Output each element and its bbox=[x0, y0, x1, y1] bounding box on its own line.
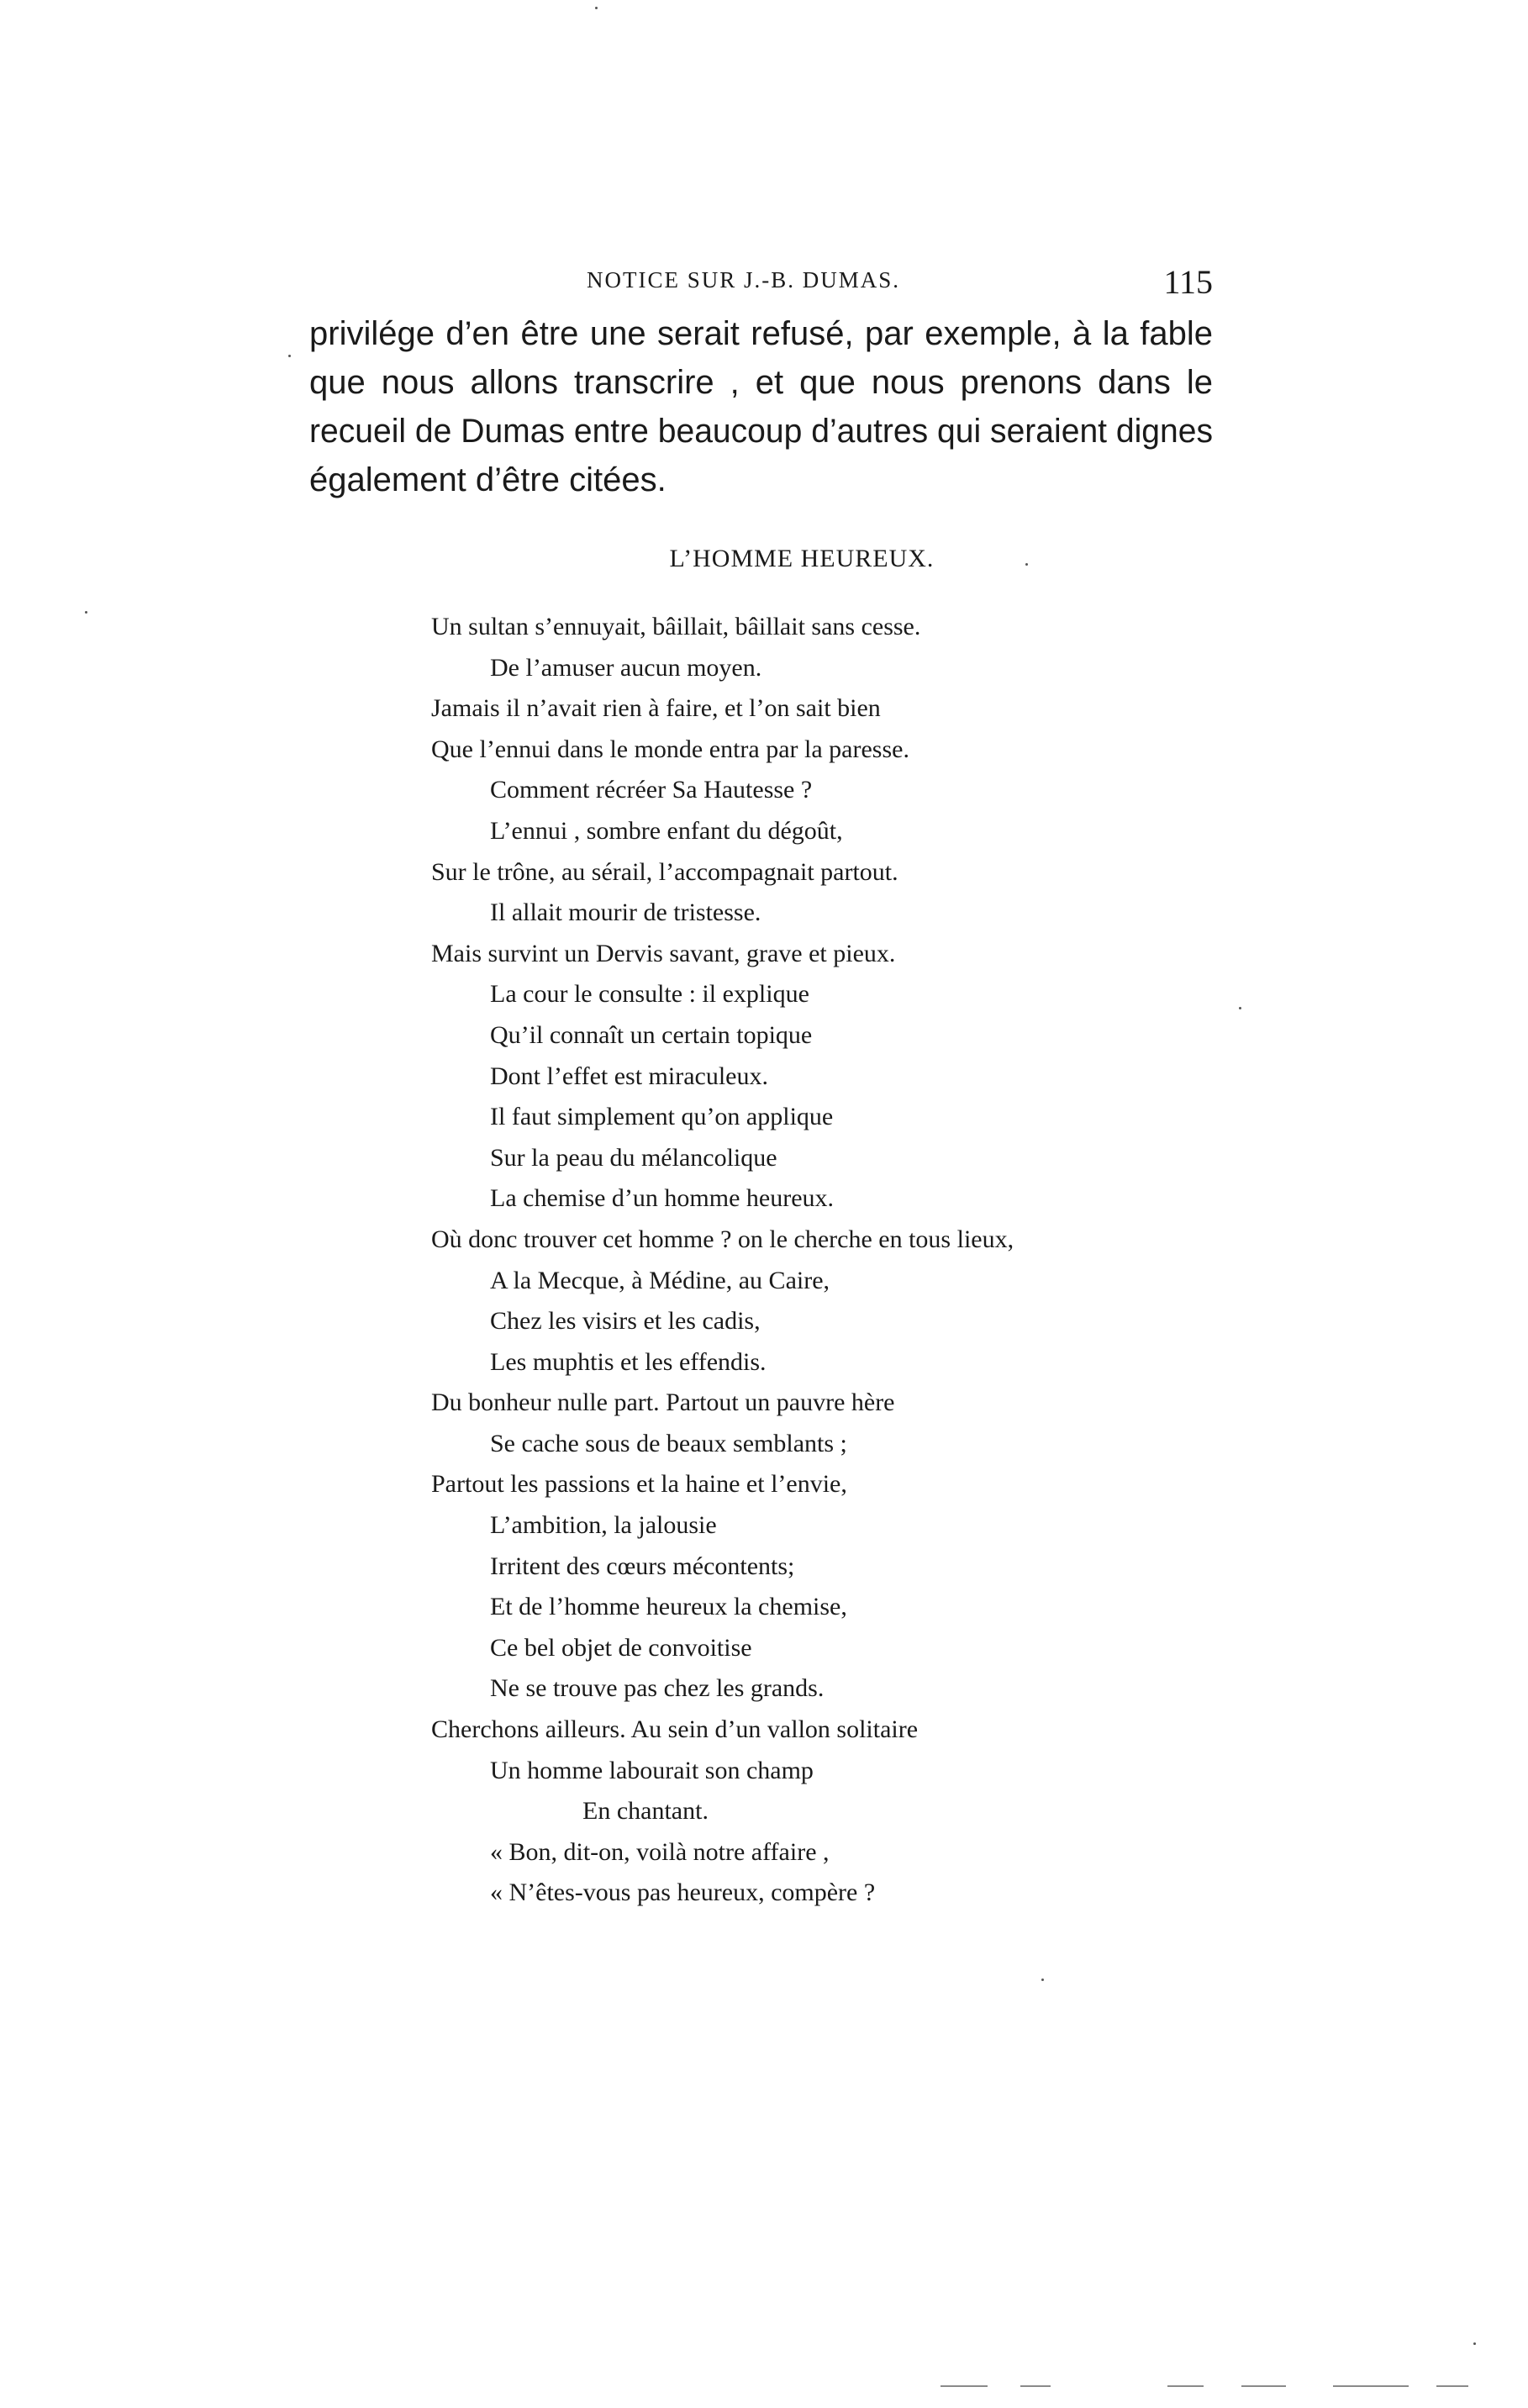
poem-verse: La cour le consulte : il explique bbox=[490, 980, 809, 1009]
poem-verse: Du bonheur nulle part. Partout un pauvre hère bbox=[431, 1388, 895, 1417]
poem-verse: En chantant. bbox=[582, 1797, 709, 1826]
poem-verse: A la Mecque, à Médine, au Caire, bbox=[490, 1266, 830, 1294]
poem-verse: La chemise d’un homme heureux. bbox=[490, 1184, 835, 1213]
poem-body bbox=[431, 607, 1188, 1914]
prose-paragraph bbox=[309, 309, 1213, 504]
poem-verse: Qu’il connaît un certain topique bbox=[490, 1020, 813, 1049]
poem-verse: Les muphtis et les effendis. bbox=[490, 1347, 767, 1376]
poem-verse: L’ennui , sombre enfant du dégoût, bbox=[490, 816, 843, 845]
poem-verse: De l’amuser aucun moyen. bbox=[490, 653, 762, 682]
poem-verse: Que l’ennui dans le monde entra par la paresse. bbox=[431, 735, 909, 763]
poem-verse: Jamais il n’avait rien à faire, et l’on sait bien bbox=[431, 694, 881, 723]
poem-verse: Il allait mourir de tristesse. bbox=[490, 898, 761, 927]
poem-verse: Ne se trouve pas chez les grands. bbox=[490, 1674, 825, 1703]
poem-title: L’HOMME HEUREUX. bbox=[669, 545, 935, 572]
running-title: NOTICE SUR J.-B. DUMAS. bbox=[587, 267, 901, 292]
poem-verse: Chez les visirs et les cadis, bbox=[490, 1307, 761, 1336]
poem-verse: « Bon, dit-on, voilà notre affaire , bbox=[490, 1837, 830, 1866]
prose-line: privilége d’en être une serait refusé, par exemple, à la fable bbox=[309, 315, 1213, 352]
prose-line: également d’être citées. bbox=[309, 461, 667, 498]
poem-verse: Comment récréer Sa Hautesse ? bbox=[490, 776, 813, 804]
prose-line: que nous allons transcrire , et que nous prenons dans le bbox=[309, 364, 1213, 401]
poem-verse: Sur la peau du mélancolique bbox=[490, 1143, 777, 1172]
poem-verse: Sur le trône, au sérail, l’accompagnait partout. bbox=[431, 857, 898, 886]
footer-mark bbox=[1241, 2385, 1286, 2387]
poem-verse: « N’êtes-vous pas heureux, compère ? bbox=[490, 1878, 876, 1907]
footer-mark bbox=[941, 2385, 988, 2387]
footer-mark bbox=[1167, 2385, 1204, 2387]
poem-verse: Ce bel objet de convoitise bbox=[490, 1633, 752, 1662]
poem-verse: Un homme labourait son champ bbox=[490, 1756, 814, 1784]
footer-mark bbox=[1333, 2385, 1409, 2387]
poem-verse: Un sultan s’ennuyait, bâillait, bâillait sans cesse. bbox=[431, 613, 921, 640]
poem-verse: Partout les passions et la haine et l’envie, bbox=[431, 1470, 847, 1499]
poem-verse: Mais survint un Dervis savant, grave et pieux. bbox=[431, 939, 896, 967]
poem-verse: Et de l’homme heureux la chemise, bbox=[490, 1593, 847, 1621]
footer-mark bbox=[1436, 2385, 1468, 2387]
poem-verse: Se cache sous de beaux semblants ; bbox=[490, 1429, 847, 1457]
poem-verse: Dont l’effet est miraculeux. bbox=[490, 1062, 768, 1090]
poem-verse: Cherchons ailleurs. Au sein d’un vallon solitaire bbox=[431, 1715, 919, 1744]
page-number: 115 bbox=[1163, 263, 1213, 301]
poem-verse: Il faut simplement qu’on applique bbox=[490, 1103, 834, 1131]
prose-line: recueil de Dumas entre beaucoup d’autres qui seraient dignes bbox=[309, 413, 1213, 450]
poem-verse: Où donc trouver cet homme ? on le cherche en tous lieux, bbox=[431, 1225, 1014, 1253]
poem-verse: Irritent des cœurs mécontents; bbox=[490, 1552, 795, 1580]
footer-mark bbox=[1020, 2385, 1051, 2387]
running-head bbox=[309, 263, 1213, 304]
poem-verse: L’ambition, la jalousie bbox=[490, 1511, 717, 1540]
